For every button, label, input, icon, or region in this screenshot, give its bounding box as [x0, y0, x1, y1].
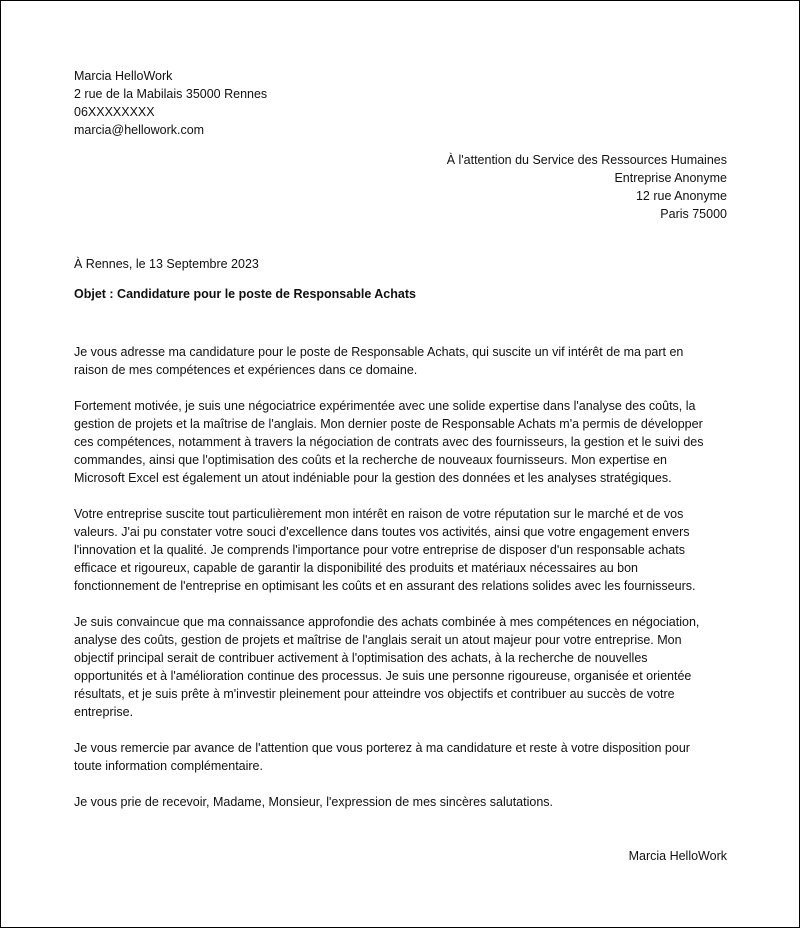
sender-address: 2 rue de la Mabilais 35000 Rennes [74, 87, 268, 101]
body-line: Fortement motivée, je suis une négociatrice expérimentée avec une solide expertise dans l'analyse des coûts, la [74, 399, 696, 413]
letter-body [74, 343, 734, 829]
paragraph-experience [74, 397, 734, 487]
body-line: Je suis convaincue que ma connaissance approfondie des achats combinée à mes compétences en négociation, [74, 615, 700, 629]
body-line: ces compétences, notamment à travers la négociation de contrats avec des fournisseurs, la gestion et le suivi des [74, 435, 704, 449]
recipient-attention: À l'attention du Service des Ressources Humaines [446, 153, 727, 167]
body-line: efficace et rigoureux, capable de garantir la disponibilité des produits et matériaux nécessaires au bon [74, 561, 638, 575]
paragraph-motivation [74, 613, 734, 721]
subject-line: Objet : Candidature pour le poste de Responsable Achats [74, 287, 416, 301]
paragraph-thanks [74, 739, 734, 775]
recipient-city: Paris 75000 [660, 207, 727, 221]
body-line: Je vous remercie par avance de l'attention que vous porterez à ma candidature et reste à votre disposition pour [74, 741, 690, 755]
body-line: Microsoft Excel est également un atout indéniable pour la gestion des données et les analyses stratégiques. [74, 471, 672, 485]
paragraph-introduction [74, 343, 734, 379]
body-line: entreprise. [74, 705, 134, 719]
body-line: raison de mes compétences et expériences dans ce domaine. [74, 363, 418, 377]
body-line: opportunités et à l'amélioration continue des processus. Je suis une personne rigoureuse, organisée et orientée [74, 669, 692, 683]
recipient-block [447, 151, 727, 223]
paragraph-closing [74, 793, 734, 811]
date-line: À Rennes, le 13 Septembre 2023 [74, 257, 259, 271]
recipient-street: 12 rue Anonyme [635, 189, 727, 203]
body-line: résultats, et je suis prête à m'investir pleinement pour atteindre vos objectifs et contribuer au succès de votre [74, 687, 675, 701]
body-line: Je vous adresse ma candidature pour le poste de Responsable Achats, qui suscite un vif intérêt de ma part en [74, 345, 684, 359]
sender-email: marcia@hellowork.com [74, 123, 205, 137]
body-line: gestion de projets et la maîtrise de l'anglais. Mon dernier poste de Responsable Achats m'a permis de développer [74, 417, 703, 431]
recipient-company: Entreprise Anonyme [614, 171, 727, 185]
body-line: Votre entreprise suscite tout particulièrement mon intérêt en raison de votre réputation sur le marché et de vos [74, 507, 684, 521]
body-line: valeurs. J'ai pu constater votre souci d'excellence dans toutes vos activités, ainsi que votre engagement envers [74, 525, 690, 539]
body-line: Je vous prie de recevoir, Madame, Monsieur, l'expression de mes sincères salutations. [74, 795, 554, 809]
sender-phone: 06XXXXXXXX [74, 105, 155, 119]
body-line: l'innovation et la qualité. Je comprends l'importance pour votre entreprise de disposer d'un responsable achats [74, 543, 685, 557]
sender-name: Marcia HelloWork [74, 69, 173, 83]
body-line: toute information complémentaire. [74, 759, 263, 773]
paragraph-company-interest [74, 505, 734, 595]
body-line: fonctionnement de l'entreprise en optimisant les coûts et en assurant des relations solides avec les fournisseurs. [74, 579, 696, 593]
body-line: analyse des coûts, gestion de projets et maîtrise de l'anglais serait un atout majeur pour votre entreprise. Mon [74, 633, 682, 647]
signature: Marcia HelloWork [628, 849, 727, 863]
body-line: objectif principal serait de contribuer activement à l'optimisation des achats, à la recherche de nouvelles [74, 651, 648, 665]
body-line: commandes, ainsi que l'optimisation des coûts et la recherche de nouveaux fournisseurs. Mon expertise en [74, 453, 667, 467]
sender-block [74, 67, 267, 139]
